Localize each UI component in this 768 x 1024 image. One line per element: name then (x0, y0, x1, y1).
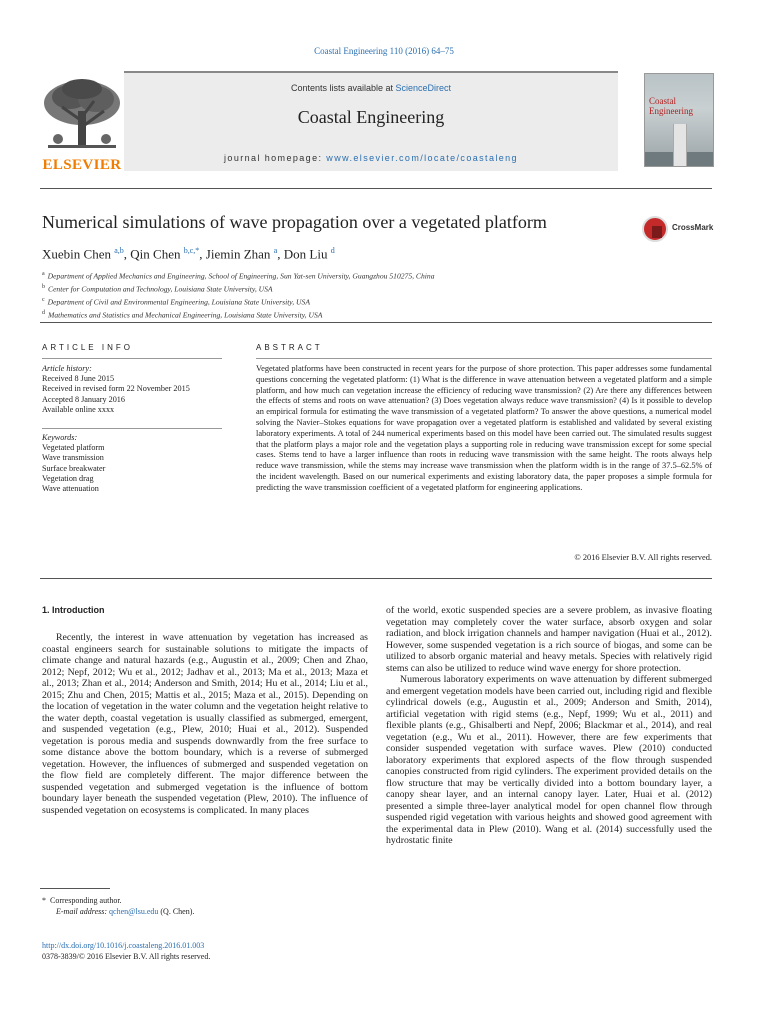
affiliation: $^d$ Mathematics and Statistics and Mechanical Engineering, Louisiana State University, USA (42, 310, 323, 320)
history-entry: Received in revised form 22 November 2015 (42, 384, 190, 394)
affiliation: $^b$ Center for Computation and Technology, Louisiana State University, USA (42, 284, 273, 294)
keyword: Wave transmission (42, 453, 104, 463)
doi-block (42, 940, 210, 962)
body-paragraph: Numerous laboratory experiments on wave attenuation by different submerged and emergent vegetation models have been carried out, including rigid and flexible cylindrical dowels (e.g., Augustin et al., 2009; Anderson and Smith, 2014), artificial vegetation with rigid stems (e.g., Nepf, 1999; Wu et al., 2011) and flexible plants (e.g., Ghisalberti and Nepf, 2006; Blackmar et al., 2014), and real vegetation (e.g., Wu et al., 2011). However, there are few experiments that consider suspended vegetation with surface waves. Plew (2010) conducted laboratory experiments that explored aspects of the flow through suspended canopies constructed from rigid cylinders. The experiment provided details on the flow structure that may be vertically divided into a bottom boundary layer, a canopy shear layer, and an internal canopy layer. Later, Huai et al. (2012) presented a simple three-layer analytical model for open channel flow through suspended rigid vegetation with various heights and showed good agreement with the experimental data in Plew (2010). Wang et al. (2014) successfully used the hydrostatic finite (386, 674, 712, 846)
keyword: Vegetated platform (42, 443, 105, 453)
section-heading: 1. Introduction (42, 605, 105, 615)
email-line: E-mail address: qchen@lsu.edu (Q. Chen). (56, 907, 195, 916)
contents-line (124, 83, 618, 93)
abstract-divider (40, 578, 712, 579)
journal-banner (124, 71, 618, 171)
body-paragraph: Recently, the interest in wave attenuation by vegetation has increased as coastal engineers search for sustainable solutions to mitigate the impacts of climate change and natural hazards (e.g., Augustin et al., 2009; Chen and Zhao, 2012; Nepf, 2012; Wu et al., 2012; Jadhav et al., 2013; Ma et al., 2013; Maza et al., 2013; Zhan et al., 2014; Anderson and Smith, 2014; Hu et al., 2014; Liu et al., 2015; Zhu and Chen, 2015; Mattis et al., 2015; Maza et al., 2015). Depending on the location of vegetation in the water column and the vegetation height relative to the water depth, coastal vegetation is usually classified as submerged, emergent, and suspended vegetation (e.g., Plew, 2010; Huai et al., 2012). Suspended vegetation is porous media and suspends downwardly from the free surface to some distance above the bottom boundary, which is a reverse of submerged vegetation. However, the influences of submerged and suspended vegetation on the flow field are completely different. The major difference between the suspended vegetation and submerged vegetation is the influence of bottom boundary layer beneath the suspended vegetation (Plew, 2010). The influence of suspended vegetation on ecosystems is complicated. In many places (42, 632, 368, 816)
author-affiliation-mark[interactable]: a (273, 246, 278, 255)
footnote (42, 895, 194, 917)
masthead (40, 71, 712, 171)
affiliation: $^a$ Department of Applied Mechanics and Engineering, School of Engineering, Sun Yat-sen University, Guangzhou 510275, China (42, 271, 435, 281)
elsevier-tree-logo (40, 77, 124, 173)
info-divider (42, 428, 222, 429)
article-title: Numerical simulations of wave propagation over a vegetated platform (42, 212, 547, 232)
body-column-left (42, 632, 368, 816)
footnote-rule (40, 888, 110, 889)
keyword: Surface breakwater (42, 463, 106, 473)
sciencedirect-link[interactable]: ScienceDirect (395, 83, 452, 93)
tree-icon (40, 77, 124, 155)
abstract-heading: ABSTRACT (256, 343, 323, 352)
body-paragraph: of the world, exotic suspended species are a severe problem, as invasive floating vegetation may completely cover the water surface, absorb oxygen and solar radiation, and block irrigation channels and hamper navigation (Huai et al., 2012). However, some suspended vegetation is a rich source of biogas, and some can be utilized to absorb organic material and heavy metals. Species with relatively rigid stems can also be utilized to reduce wind wave energy for shore protection. (386, 605, 712, 674)
homepage-prefix: journal homepage: (224, 153, 327, 163)
history-entry: Received 8 June 2015 (42, 374, 115, 384)
abstract-text: Vegetated platforms have been constructed in recent years for the purpose of shore protection. This paper addresses some fundamental questions concerning the vegetated platform: (1) What is the difference in wave attenuation between a vegetated platform and a simple platform, and how much can vegetation increase the efficiency of reducing wave transmission? (2) Are there any differences between the effects of stems and roots on wave attenuation? (3) Does vegetation always reduce wave transmission? (4) Is it possible to develop an empirical formula for estimating the wave transmission of a vegetated platform? To answer the above questions, a numerical model solving the Navier–Stokes equations for wave propagation over a vegetated platform is established and validated by several existing laboratory experiments. A total of 244 numerical experiments based on this model have been carried out. The simulated results suggest that the platform plays a major role and the vegetation plays a supporting role in reducing wave transmission except for some special cases. Stems tend to have a larger influence than roots in reducing wave transmission with the same height. The roots always help reduce wave transmission, while the stems may increase wave transmission when the platform width is in the range of 37.5–62.5% of the incident wavelength. Based on our numerical experiments and existing laboratory data, the paper proposes a simple formula for predicting the wave transmission coefficient of a vegetated platform for engineering applications. (256, 364, 712, 492)
contents-prefix: Contents lists available at (290, 83, 396, 93)
journal-cover-thumbnail[interactable] (644, 73, 714, 167)
cover-title: Coastal Engineering (649, 96, 693, 116)
history-entry: Available online xxxx (42, 404, 115, 414)
corresponding-author-note: * Corresponding author. (42, 896, 122, 905)
email-link[interactable]: qchen@lsu.edu (109, 907, 159, 916)
issn-copyright: 0378-3839/© 2016 Elsevier B.V. All rights reserved. (42, 952, 211, 961)
affiliation-list (42, 269, 435, 321)
journal-homepage-line (124, 153, 618, 163)
keyword: Vegetation drag (42, 473, 94, 483)
author-list: Xuebin Chen $^{a,b}$, Qin Chen $^{b,c,*}$, Jiemin Zhan $^a$, Don Liu $^d$ (42, 246, 335, 262)
keyword: Wave attenuation (42, 484, 99, 494)
author-name[interactable]: Xuebin Chen (42, 246, 111, 262)
abstract-heading-rule (256, 358, 712, 359)
history-label: Article history: (42, 364, 92, 373)
keywords-label: Keywords: (42, 433, 78, 442)
crossmark-icon (642, 216, 668, 242)
journal-homepage-link[interactable]: www.elsevier.com/locate/coastaleng (326, 153, 518, 163)
info-heading-rule (42, 358, 222, 359)
author-affiliation-mark[interactable]: b,c,* (183, 246, 200, 255)
cover-lighthouse-graphic (673, 124, 687, 166)
header-divider (40, 188, 712, 189)
crossmark-badge[interactable] (642, 214, 714, 244)
article-info-heading: ARTICLE INFO (42, 343, 133, 352)
affiliation-divider (40, 322, 712, 323)
article-history (42, 364, 222, 415)
journal-name: Coastal Engineering (297, 107, 445, 127)
author-affiliation-mark[interactable]: d (330, 246, 335, 255)
body-column-right (386, 605, 712, 847)
author-affiliation-mark[interactable]: a,b (114, 246, 124, 255)
author-name[interactable]: Jiemin Zhan (205, 246, 271, 262)
history-entry: Accepted 8 January 2016 (42, 394, 125, 404)
author-name[interactable]: Qin Chen (130, 246, 181, 262)
affiliation: $^c$ Department of Civil and Environmental Engineering, Louisiana State University, USA (42, 297, 310, 307)
publisher-wordmark: ELSEVIER (42, 157, 122, 173)
journal-reference-link[interactable]: Coastal Engineering 110 (2016) 64–75 (314, 46, 454, 56)
doi-link[interactable]: http://dx.doi.org/10.1016/j.coastaleng.2016.01.003 (42, 941, 205, 950)
keywords (42, 433, 222, 494)
abstract-copyright: © 2016 Elsevier B.V. All rights reserved. (574, 553, 712, 562)
crossmark-label: CrossMark (672, 223, 714, 232)
author-name[interactable]: Don Liu (283, 246, 328, 262)
